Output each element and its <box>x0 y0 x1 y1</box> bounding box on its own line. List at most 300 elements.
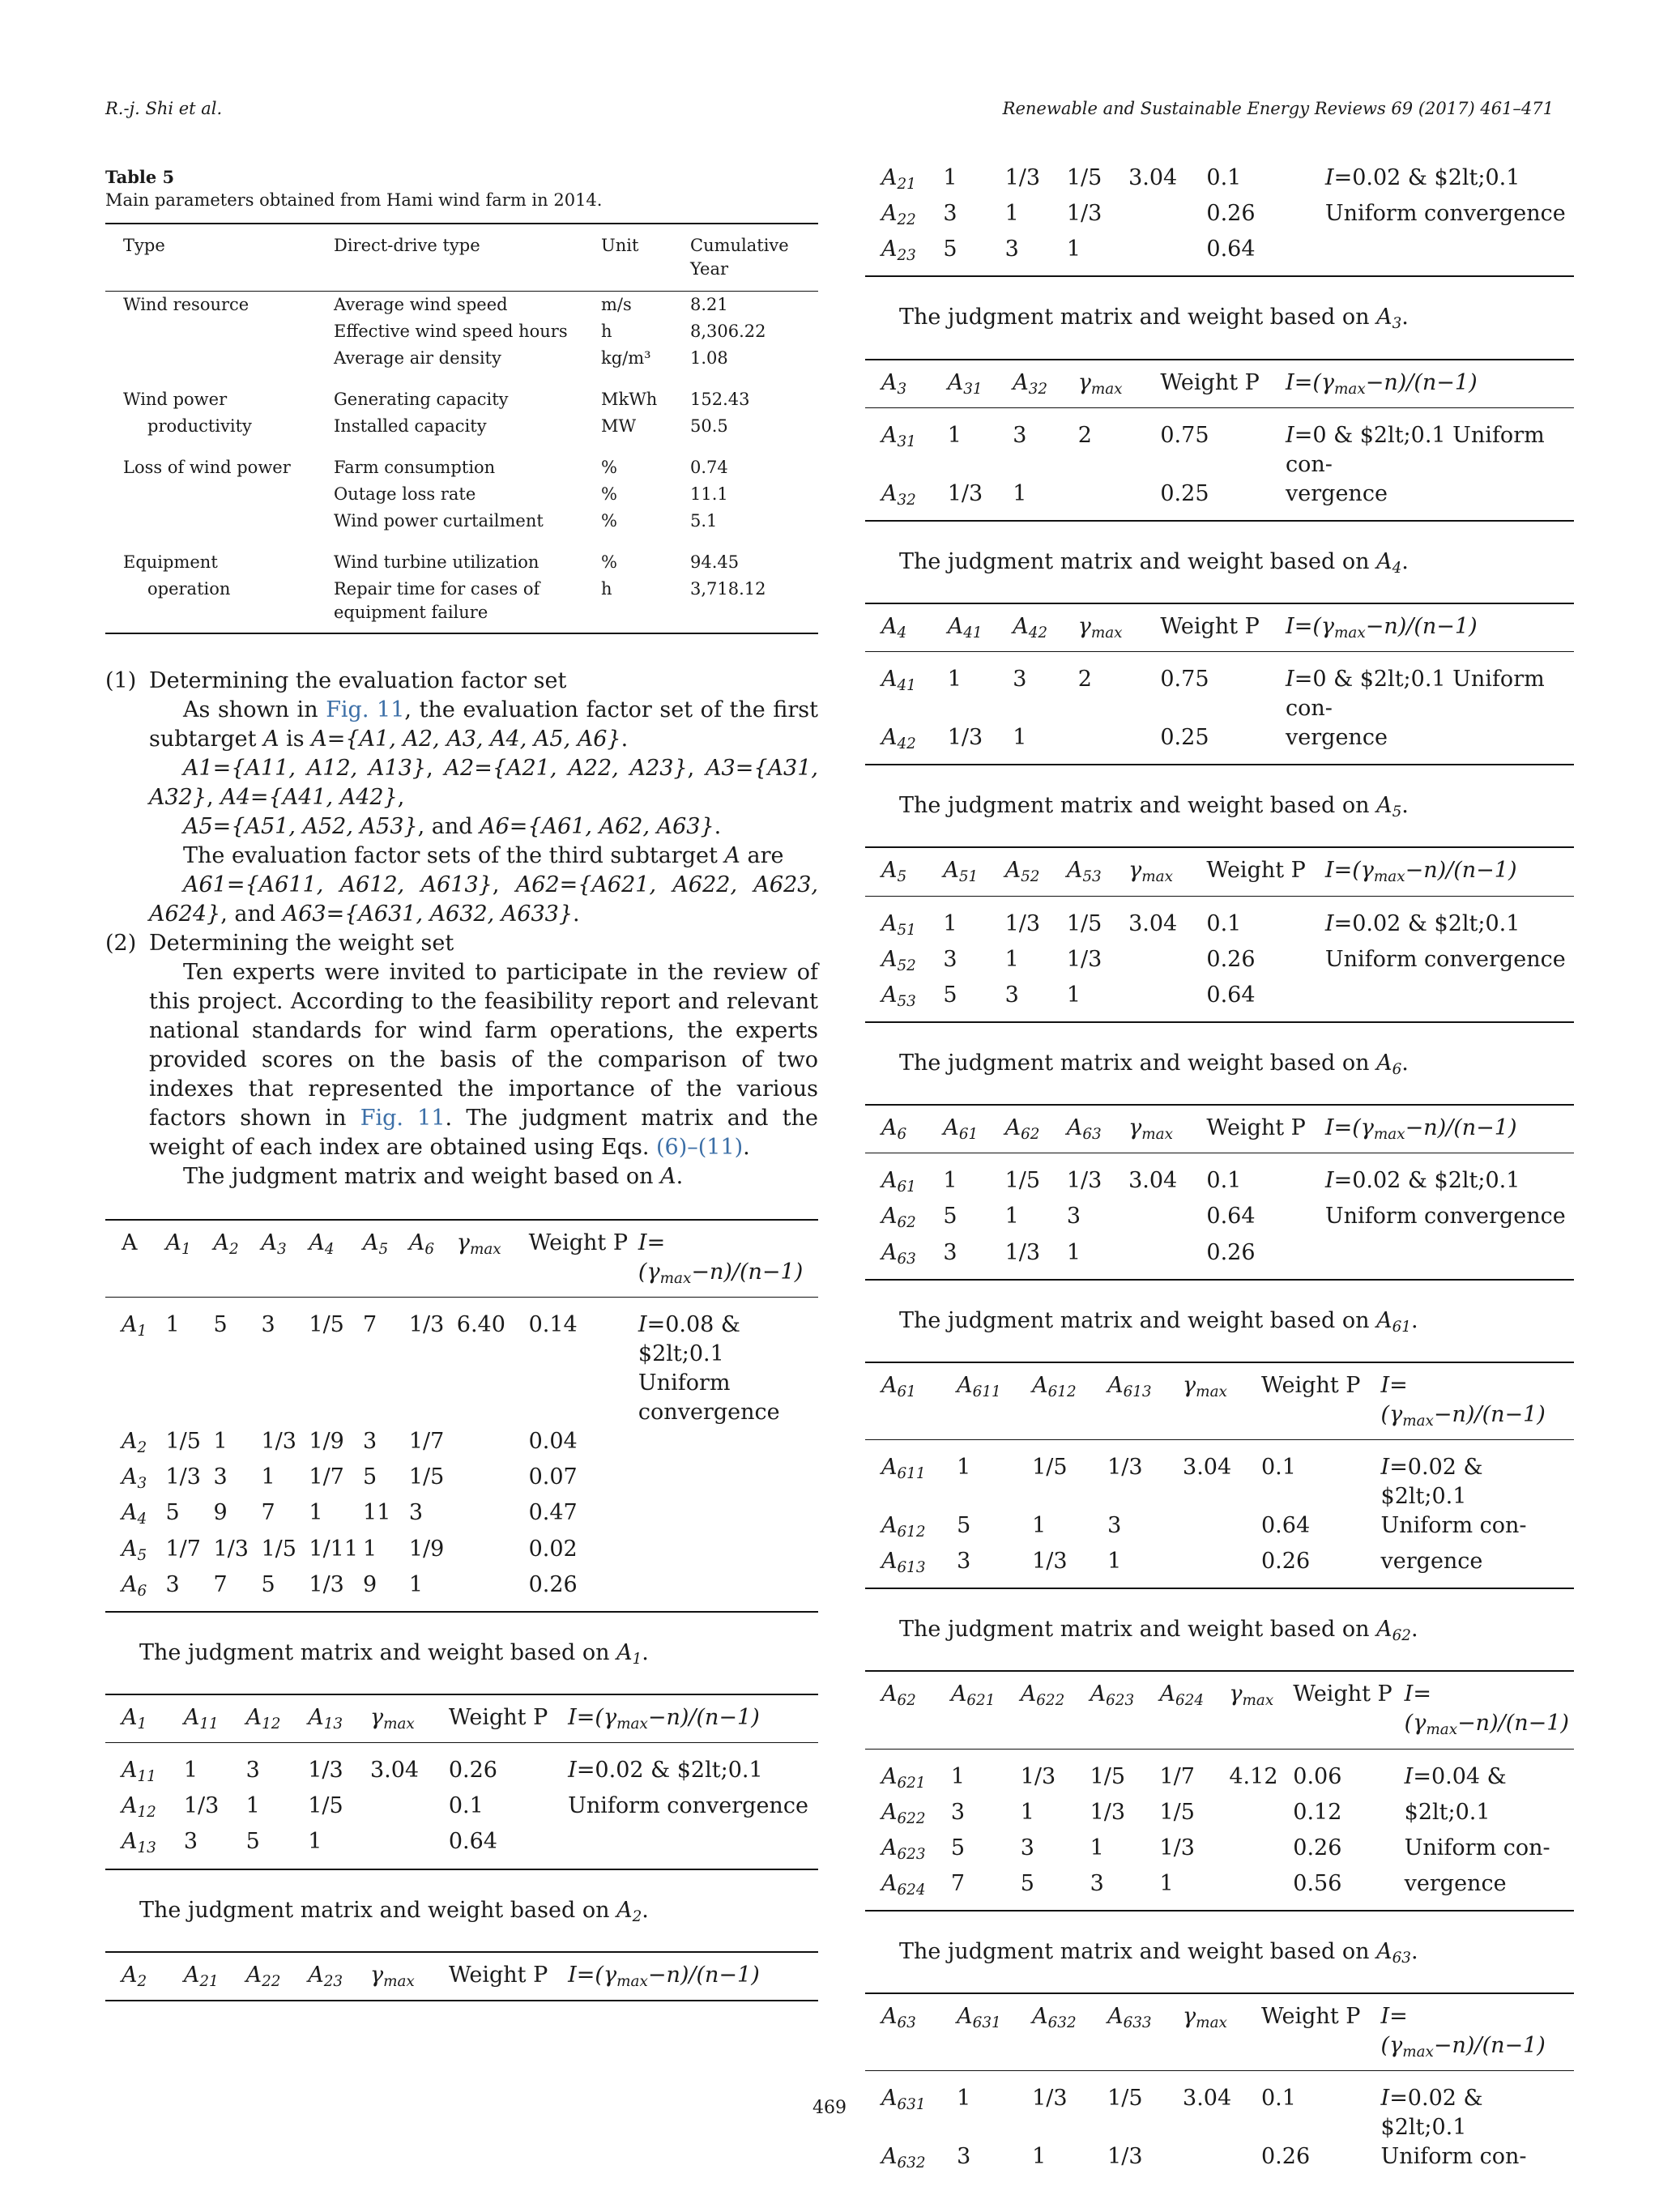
matrix-cell: 1 <box>261 1464 275 1490</box>
column-header: $A_{53}$ <box>1066 858 1102 886</box>
table-row <box>865 945 1574 981</box>
matrix-A6 <box>865 1051 1574 1281</box>
column-header: $A_{62}$ <box>1004 1115 1040 1144</box>
matrix-cell: 1 <box>1090 1835 1104 1860</box>
column-header: $A_{633}$ <box>1107 2004 1152 2032</box>
matrix-cell: 9 <box>213 1500 228 1526</box>
matrix-cell: Uniform con- <box>1380 2144 1527 2170</box>
matrix-cell <box>1078 479 1161 521</box>
matrix-cell: $A_{11}$ <box>122 1758 156 1786</box>
matrix-cell: $A_{612}$ <box>881 1512 926 1541</box>
matrix-cell: 0.26 <box>1206 946 1256 972</box>
matrix-cell: 3 <box>1013 422 1027 448</box>
matrix-body <box>865 896 1574 1022</box>
column-header: Weight P <box>448 1962 548 1988</box>
matrix-A3 <box>865 305 1574 521</box>
matrix-body <box>865 2071 1574 2184</box>
matrix-cell: 3.04 <box>1183 2086 1232 2112</box>
column-header: Weight P <box>1206 858 1306 884</box>
table5-cell: m/s <box>601 295 632 314</box>
column-header: $A_3$ <box>881 369 907 398</box>
matrix-cell: 1/7 <box>408 1429 445 1455</box>
column-header: $A_{61}$ <box>881 1372 916 1400</box>
table-row <box>865 1238 1574 1280</box>
matrix-cell: 1 <box>1066 982 1081 1008</box>
table-row <box>105 292 818 319</box>
matrix-cell: 5 <box>943 1204 957 1230</box>
matrix-cell: 2 <box>1077 667 1092 693</box>
table-row <box>105 413 818 440</box>
matrix-cell: $A_{31}$ <box>881 422 916 450</box>
matrix-body <box>865 1439 1574 1588</box>
matrix-cell: vergence <box>1286 725 1388 751</box>
matrix-cell <box>1128 945 1206 981</box>
judgment-matrix-table <box>105 1219 818 1613</box>
column-header: $A_3$ <box>261 1230 287 1259</box>
matrix-cell: 3.04 <box>1183 1454 1232 1480</box>
matrix-cell: 1/9 <box>309 1429 344 1455</box>
column-header: $A_6$ <box>408 1230 435 1259</box>
matrix-cell: 3 <box>1090 1870 1104 1896</box>
table5-body <box>105 292 818 634</box>
matrix-cell: 1/5 <box>308 1793 343 1819</box>
matrix-cell <box>457 1463 529 1498</box>
matrix-cell: 4.12 <box>1229 1763 1278 1789</box>
judgment-matrix-table <box>865 846 1574 1023</box>
paragraph: A1={A11, A12, A13}, A2={A21, A22, A23}, A3={A31, A32}, A4={A41, A42}, <box>149 756 818 810</box>
column-header: $A_{31}$ <box>947 369 983 398</box>
table-row <box>105 576 818 633</box>
table-row <box>105 481 818 508</box>
matrix-cell: 0.75 <box>1160 422 1209 448</box>
header-row <box>865 847 1574 896</box>
matrix-cell: 1/5 <box>1032 1454 1068 1480</box>
column-header: $A_{613}$ <box>1107 1372 1152 1400</box>
matrix-body <box>865 1749 1574 1911</box>
matrix-cell: 0.26 <box>1261 1549 1311 1575</box>
matrix-cell: 1/3 <box>1032 2086 1068 2112</box>
matrix-cell: Uniform convergence <box>1324 946 1566 972</box>
column-header: $A_2$ <box>213 1230 239 1259</box>
matrix-cell: $A_{63}$ <box>881 1239 916 1268</box>
column-header: $\gamma_{max}$ <box>1128 858 1173 886</box>
matrix-cell: $A_2$ <box>122 1429 147 1457</box>
matrix-cell <box>1325 981 1574 1022</box>
matrix-cell: 7 <box>213 1571 228 1597</box>
column-header: $A_5$ <box>363 1230 389 1259</box>
column-header: $I=(\gamma_{max}-n)/(n-1)$ <box>568 1962 760 1990</box>
matrix-cell: 3.04 <box>369 1758 420 1784</box>
table-row <box>865 2142 1574 2183</box>
matrix-cell: 1 <box>213 1429 228 1455</box>
matrix-header <box>865 603 1574 652</box>
body-text-left <box>105 667 818 1191</box>
matrix-cell: $A_{41}$ <box>881 667 916 695</box>
table-row <box>105 508 818 535</box>
matrix-cell: $A_{613}$ <box>881 1549 926 1577</box>
matrix-cell: 3 <box>1107 1512 1122 1538</box>
matrix-cell <box>1128 1202 1206 1238</box>
matrix-cell: $2lt;0.1 <box>1404 1799 1491 1825</box>
column-header: $I=(\gamma_{max}-n)/(n-1)$ <box>568 1704 760 1733</box>
table5-cell: MW <box>601 416 637 436</box>
matrix-header <box>105 1694 818 1743</box>
matrix-cell: 0.26 <box>1206 1239 1256 1265</box>
table5-cell: 8.21 <box>690 295 728 314</box>
matrix-cell: 1/3 <box>309 1571 344 1597</box>
matrix-cell: 1 <box>245 1793 260 1819</box>
matrix-cell <box>1078 723 1161 765</box>
paragraph: The judgment matrix and weight based on A. <box>183 1164 684 1189</box>
table5-cell: Wind turbine utilization <box>334 552 539 572</box>
fig11-link[interactable]: Fig. 11 <box>360 1106 446 1131</box>
matrix-cell <box>1183 2142 1261 2183</box>
matrix-cell: $A_{53}$ <box>881 982 916 1010</box>
column-header: $A_1$ <box>165 1230 191 1259</box>
matrix-cell: 1/5 <box>165 1429 201 1455</box>
paragraph: Ten experts were invited to participate in the review of this project. According to the feasibility report and relevant national standards for wind farm operations, the experts provided scores on the basis of the comparison of two indexes that represented the importance of the various factors shown in Fig. 11. The judgment matrix and the weight of each index are obtained using Eqs. (6)–(11). <box>149 960 818 1160</box>
matrix-cell: Uniform con- <box>1404 1835 1550 1860</box>
matrix-cell: 0.26 <box>448 1758 497 1784</box>
right-column <box>865 164 1574 2184</box>
matrix-cell: 3 <box>165 1571 180 1597</box>
column-header: $\gamma_{max}$ <box>1229 1681 1274 1710</box>
column-header: $\gamma_{max}$ <box>1077 369 1123 398</box>
matrix-A61 <box>865 1308 1574 1590</box>
equation-link[interactable]: (6)–(11) <box>656 1135 744 1160</box>
matrix-cell: 3 <box>363 1429 377 1455</box>
table-row <box>865 1798 1574 1834</box>
matrix-cell: $A_1$ <box>122 1312 147 1340</box>
matrix-cell: 1/3 <box>1066 1168 1102 1194</box>
matrix-cell <box>457 1571 529 1612</box>
matrix-cell: 1/5 <box>408 1464 445 1490</box>
matrix-cell <box>1229 1834 1293 1869</box>
matrix-cell: 1 <box>947 667 962 693</box>
list-number: (2) <box>105 931 137 956</box>
matrix-body <box>865 652 1574 765</box>
table5-cell: h <box>601 579 612 599</box>
left-column <box>105 162 818 2001</box>
table5-header: Direct-drive type <box>334 236 480 255</box>
matrix-cell: 6.40 <box>456 1312 505 1338</box>
matrix-cell: vergence <box>1380 1549 1483 1575</box>
table5 <box>105 223 818 634</box>
matrix-cell: $A_4$ <box>122 1500 147 1528</box>
matrix-cell: 7 <box>950 1870 966 1896</box>
matrix-cell: 0.1 <box>1206 165 1242 190</box>
matrix-cell: $A_{632}$ <box>881 2144 926 2172</box>
header-row <box>865 603 1574 652</box>
table5-cell: % <box>601 552 617 572</box>
table5-label: Table 5 <box>105 167 175 187</box>
judgment-matrix-table <box>865 164 1574 277</box>
judgment-matrix-table <box>865 1993 1574 2183</box>
matrix-cell: 1/3 <box>1107 1454 1143 1480</box>
list-item-title: Determining the evaluation factor set <box>149 668 567 693</box>
column-header: $A_{623}$ <box>1090 1681 1135 1710</box>
header-row <box>865 1993 1574 2071</box>
table-row <box>865 723 1574 765</box>
matrix-cell: 3 <box>957 1549 971 1575</box>
matrix-cell: 1 <box>947 422 962 448</box>
table5-header: Type <box>123 236 165 255</box>
table-row <box>865 1153 1574 1203</box>
fig11-link[interactable]: Fig. 11 <box>326 697 405 722</box>
matrix-intro: The judgment matrix and weight based on $A_6$. <box>899 1050 1409 1079</box>
table-row <box>105 1827 818 1869</box>
table5-type-cell <box>105 508 316 535</box>
matrix-body <box>865 407 1574 521</box>
header-row <box>105 1694 818 1743</box>
matrix-cell: 0.75 <box>1160 667 1209 693</box>
matrix-cell: 2 <box>1077 422 1092 448</box>
matrix-intro: The judgment matrix and weight based on $A_1$. <box>139 1639 649 1668</box>
column-header: $A_{42}$ <box>1013 613 1048 642</box>
matrix-cell: 1 <box>957 2086 971 2112</box>
table5-type-cell: Loss of wind power <box>123 458 291 477</box>
matrix-cell: 0.25 <box>1160 480 1209 506</box>
matrix-cell: 1 <box>1107 1549 1122 1575</box>
matrix-cell: 3 <box>213 1464 228 1490</box>
matrix-intro: The judgment matrix and weight based on $A_{63}$. <box>899 1939 1418 1967</box>
table-row <box>865 1511 1574 1547</box>
table-row <box>865 1547 1574 1588</box>
matrix-cell: 1 <box>1013 480 1027 506</box>
matrix-cell <box>638 1463 818 1498</box>
matrix-cell: 0.14 <box>528 1312 578 1338</box>
table-row <box>105 1535 818 1571</box>
column-header: $A_{21}$ <box>183 1962 219 1990</box>
matrix-cell: $A_6$ <box>122 1571 147 1600</box>
matrix-header <box>865 1671 1574 1749</box>
column-header: Weight P <box>1293 1681 1392 1707</box>
matrix-cell: 3 <box>1020 1835 1034 1860</box>
matrix-cell: I=0 & $2lt;0.1 Uniform con- <box>1286 667 1545 722</box>
matrix-cell: I=0.02 & $2lt;0.1 <box>568 1758 763 1784</box>
table-row <box>105 1298 818 1428</box>
matrix-cell <box>1229 1798 1293 1834</box>
judgment-matrix-table <box>865 359 1574 522</box>
header-row <box>865 1671 1574 1749</box>
table5-cell: 152.43 <box>690 390 750 409</box>
table-row <box>865 981 1574 1022</box>
matrix-cell <box>1229 1869 1293 1911</box>
matrix-cell: 9 <box>363 1571 377 1597</box>
table5-cell: Farm consumption <box>334 458 496 477</box>
matrix-cell: 5 <box>950 1835 966 1860</box>
matrix-cell: 1/3 <box>1066 946 1102 972</box>
judgment-matrix-table <box>865 1362 1574 1589</box>
matrix-cell: 1 <box>950 1763 966 1789</box>
column-header: $\gamma_{max}$ <box>369 1704 415 1733</box>
column-header: Weight P <box>1261 2004 1361 2030</box>
matrix-cell: 1/5 <box>1107 2086 1143 2112</box>
column-header: $\gamma_{max}$ <box>1077 613 1123 642</box>
column-header: $\gamma_{max}$ <box>369 1962 415 1990</box>
table5-type-cell <box>105 345 316 372</box>
matrix-cell: $A_{622}$ <box>881 1799 926 1827</box>
matrix-cell <box>1183 1547 1261 1588</box>
matrix-cell: 0.64 <box>1206 237 1256 262</box>
matrix-cell: 1/5 <box>1004 1168 1041 1194</box>
matrix-cell: 0.12 <box>1293 1799 1342 1825</box>
column-header: Weight P <box>528 1230 629 1255</box>
table-row <box>105 1743 818 1792</box>
column-header: $I=(\gamma_{max}-n)/(n-1)$ <box>1324 1115 1517 1144</box>
paragraph: The evaluation factor sets of the third subtarget A are <box>183 843 784 868</box>
matrix-cell: 0.1 <box>1261 2086 1296 2112</box>
table5-cell: 11.1 <box>690 484 728 504</box>
column-header: $A_{63}$ <box>881 2004 916 2032</box>
list-number: (1) <box>105 668 137 693</box>
table-row <box>105 318 818 345</box>
matrix-cell: vergence <box>1286 480 1388 506</box>
column-header: $A_{11}$ <box>183 1704 219 1733</box>
matrix-intro: The judgment matrix and weight based on $A_3$. <box>899 305 1409 333</box>
matrix-cell: 0.26 <box>528 1571 578 1597</box>
matrix-cell: 1/3 <box>1004 1239 1041 1265</box>
matrix-cell: 1/3 <box>1090 1799 1126 1825</box>
table-row <box>865 652 1574 724</box>
matrix-body <box>105 1298 818 1612</box>
matrix-cell: 0.47 <box>528 1500 578 1526</box>
matrix-cell: I=0 & $2lt;0.1 Uniform con- <box>1286 422 1545 477</box>
table5-cell: 50.5 <box>690 416 728 436</box>
matrix-A5 <box>865 793 1574 1023</box>
column-header: $A_{52}$ <box>1004 858 1040 886</box>
matrix-intro: The judgment matrix and weight based on $A_2$. <box>139 1897 649 1925</box>
matrix-cell: 1/5 <box>1090 1763 1126 1789</box>
matrix-cell: 1/7 <box>309 1464 344 1490</box>
matrix-A <box>105 1219 818 1613</box>
matrix-cell: 1 <box>943 910 957 936</box>
matrix-A2 <box>105 1898 818 2001</box>
list-item-1 <box>105 667 818 929</box>
matrix-cell: 5 <box>165 1500 180 1526</box>
table5-cell: 3,718.12 <box>690 579 766 599</box>
table-row <box>105 372 818 413</box>
matrix-cell: $A_{22}$ <box>881 201 916 229</box>
matrix-cell: 1 <box>308 1829 322 1855</box>
matrix-cell: 5 <box>943 237 957 262</box>
judgment-matrix-table <box>865 1670 1574 1912</box>
judgment-matrix-table <box>865 1104 1574 1281</box>
matrix-cell: vergence <box>1404 1870 1507 1896</box>
matrix-cell <box>370 1827 449 1869</box>
matrix-A63 <box>865 1939 1574 2183</box>
header-row <box>865 1362 1574 1440</box>
matrix-cell: 0.04 <box>528 1429 578 1455</box>
matrix-cell: $A_{21}$ <box>881 165 916 194</box>
matrix-cell: 0.64 <box>1261 1512 1311 1538</box>
matrix-cell: 3.04 <box>1128 910 1178 936</box>
matrix-cell: $A_{62}$ <box>881 1204 916 1232</box>
table5-type-cell <box>105 318 316 345</box>
matrix-cell <box>457 1427 529 1463</box>
matrix-cell: 0.1 <box>448 1793 484 1819</box>
matrix-cell <box>1325 235 1574 276</box>
table5-cell: Average wind speed <box>334 295 508 314</box>
column-header: $\gamma_{max}$ <box>1183 2004 1227 2032</box>
matrix-cell: 1 <box>1066 237 1081 262</box>
matrix-cell: 1/5 <box>309 1312 344 1338</box>
matrix-header <box>865 847 1574 896</box>
table-row <box>105 1792 818 1827</box>
matrix-cell: 1/3 <box>1004 910 1041 936</box>
matrix-A4 <box>865 549 1574 765</box>
matrix-body <box>865 1153 1574 1280</box>
table5-cell: 0.74 <box>690 458 728 477</box>
matrix-cell <box>1325 1238 1574 1280</box>
matrix-cell <box>638 1498 818 1534</box>
column-header: $A_{624}$ <box>1159 1681 1205 1710</box>
matrix-cell: 1/5 <box>261 1536 296 1562</box>
matrix-cell: I=0.02 & $2lt;0.1 <box>1324 1168 1520 1194</box>
matrix-cell: 1/3 <box>1159 1835 1195 1860</box>
column-header: $A_{61}$ <box>943 1115 979 1144</box>
matrix-cell: 3 <box>1004 237 1019 262</box>
matrix-header <box>105 1952 818 2001</box>
matrix-cell: 1 <box>943 165 957 190</box>
column-header: $\gamma_{max}$ <box>1128 1115 1173 1144</box>
column-header: $A_{51}$ <box>943 858 979 886</box>
table5-type-cell: productivity <box>147 416 252 436</box>
matrix-cell: 1/3 <box>183 1793 220 1819</box>
matrix-body <box>865 164 1574 276</box>
matrix-cell: 0.64 <box>1206 1204 1256 1230</box>
running-head-journal: Renewable and Sustainable Energy Reviews 69 (2017) 461–471 <box>1002 99 1554 118</box>
header-row <box>105 1952 818 2001</box>
matrix-cell: 1/3 <box>1107 2144 1143 2170</box>
table5-cell: Effective wind speed hours <box>334 322 568 341</box>
table5-type-cell: operation <box>147 579 231 599</box>
matrix-header <box>865 1993 1574 2071</box>
matrix-cell: 0.56 <box>1293 1870 1342 1896</box>
column-header: Weight P <box>1206 1115 1306 1141</box>
matrix-cell: 3 <box>957 2144 971 2170</box>
matrix-cell <box>1183 1511 1261 1547</box>
judgment-matrix-table <box>865 603 1574 765</box>
column-header: $\gamma_{max}$ <box>456 1230 501 1259</box>
matrix-body <box>105 1743 818 1869</box>
column-header: $A_{23}$ <box>308 1962 343 1990</box>
column-header: Weight P <box>1160 613 1260 639</box>
matrix-cell: Uniform con- <box>1380 1512 1527 1538</box>
matrix-cell: 1/5 <box>1066 910 1102 936</box>
matrix-cell: 1/7 <box>1159 1763 1195 1789</box>
paragraph: As shown in Fig. 11, the evaluation factor set of the first subtarget A is A={A1, A2, A3, A4, A5, A6}. <box>149 697 818 752</box>
table-row <box>865 235 1574 276</box>
header-row <box>105 1220 818 1298</box>
matrix-header <box>865 1362 1574 1440</box>
table-row <box>865 1869 1574 1911</box>
matrix-cell: 1 <box>363 1536 377 1562</box>
matrix-cell: 3 <box>943 946 957 972</box>
matrix-cell: 3 <box>183 1829 198 1855</box>
matrix-intro: The judgment matrix and weight based on $A_5$. <box>899 793 1409 821</box>
matrix-cell: 0.1 <box>1206 1168 1242 1194</box>
matrix-cell: 3.04 <box>1128 165 1178 190</box>
column-header: $I=(\gamma_{max}-n)/(n-1)$ <box>638 1230 804 1288</box>
matrix-cell: 0.06 <box>1293 1763 1342 1789</box>
table-row <box>865 1834 1574 1869</box>
matrix-header <box>865 360 1574 408</box>
matrix-cell: 5 <box>213 1312 228 1338</box>
table-row <box>865 164 1574 199</box>
matrix-cell: 5 <box>1020 1870 1034 1896</box>
matrix-cell: I=0.02 & $2lt;0.1 <box>1380 2086 1483 2141</box>
